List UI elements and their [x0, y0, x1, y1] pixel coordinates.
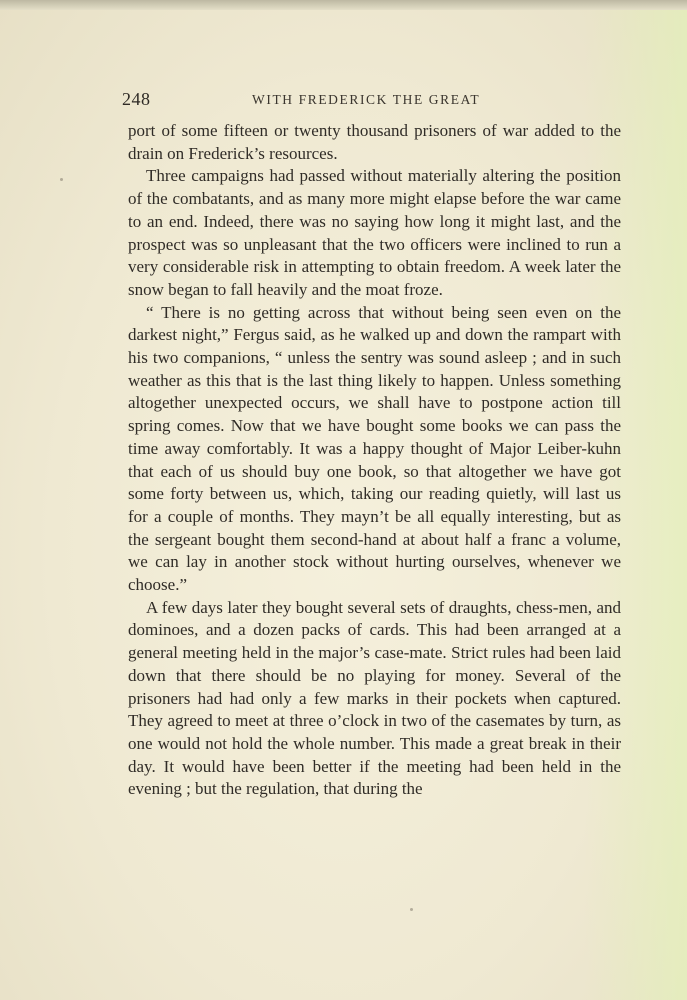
paragraph-3: “ There is no getting across that without being seen even on the darkest night,” Fergus said, as he walked up and down the rampart with his two companions, “ unless the sentry was sound asleep ; and in such weather as this that is the last thing likely to happen. Unless something altogether unexpected occurs, we shall have to postpone action till spring comes. Now that we have bought some books we can pass the time away comfortably. It was a happy thought of Major Leiber-kuhn that each of us should buy one book, so that altogether we have got some forty between us, which, taking our reading quietly, will last us for a couple of months. They mayn’t be all equally interesting, but as the sergeant bought them second-hand at about half a franc a volume, we can lay in another stock without hurting ourselves, whenever we choose.” [128, 302, 621, 595]
paper-speck [60, 178, 63, 181]
paragraph-2: Three campaigns had passed without materially altering the position of the combatants, and as many more might elapse before the war came to an end. Indeed, there was no saying how long it might last, and the prospect was so unpleasant that the two officers were inclined to run a very considerable risk in attempting to obtain freedom. A week later the snow began to fall heavily and the moat froze. [128, 166, 621, 299]
page-top-edge [0, 0, 687, 10]
paragraph-4: A few days later they bought several sets of draughts, chess-men, and dominoes, and a dozen packs of cards. This had been arranged at a general meeting held in the major’s case-mate. Strict rules had been laid down that there should be no playing for money. Several of the prisoners had had only a few marks in their pockets when captured. They agreed to meet at three o’clock in two of the casemates by turn, as one would not hold the whole number. This made a great break in their day. It would have been better if the meeting had been held in the evening ; but the regulation, that during the [128, 597, 621, 799]
paper-speck [410, 908, 413, 911]
page-header [122, 89, 618, 113]
body-text [128, 120, 621, 801]
page-number: 248 [122, 89, 151, 109]
running-title: WITH FREDERICK THE GREAT [252, 92, 481, 107]
paragraph-1: port of some fifteen or twenty thousand prisoners of war added to the drain on Frederick’s resources. [128, 121, 621, 163]
